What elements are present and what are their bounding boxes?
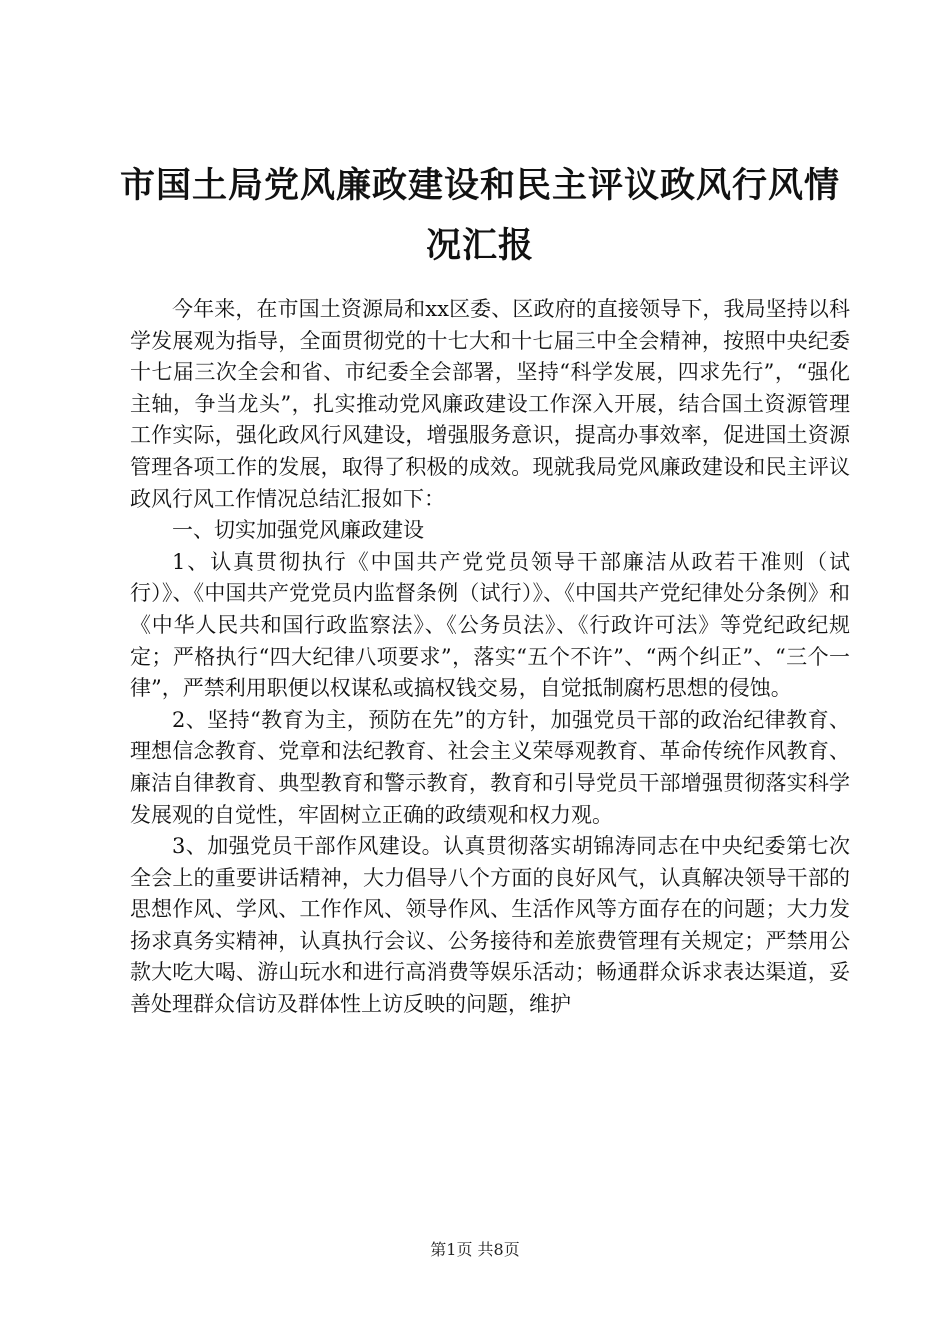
- paragraph-intro: 今年来，在市国土资源局和xx区委、区政府的直接领导下，我局坚持以科学发展观为指导，全面贯彻党的十七大和十七届三中全会精神，按照中央纪委十七届三次全会和省、市纪委全会部署，坚持“科学发展，四求先行”，“强化主轴，争当龙头”，扎实推动党风廉政建设工作深入开展，结合国土资源管理工作实际，强化政风行风建设，增强服务意识，提高办事效率，促进国土资源管理各项工作的发展，取得了积极的成效。现就我局党风廉政建设和民主评议政风行风工作情况总结汇报如下：: [130, 297, 850, 511]
- document-title: 市国土局党风廉政建设和民主评议政风行风情况汇报: [119, 165, 840, 266]
- section-heading-1: 一、切实加强党风廉政建设: [172, 518, 424, 543]
- paragraph-item-1: 1、认真贯彻执行《中国共产党党员领导干部廉洁从政若干准则（试行）》、《中国共产党党员内监督条例（试行）》、《中国共产党纪律处分条例》和《中华人民共和国行政监察法》、《公务员法》、《行政许可法》等党纪政纪规定；严格执行“四大纪律八项要求”，落实“五个不许”、“两个纠正”、“三个一律”，严禁利用职便以权谋私或搞权钱交易，自觉抵制腐朽思想的侵蚀。: [130, 549, 850, 701]
- page-footer: 第1页 共8页: [430, 1240, 520, 1259]
- paragraph-item-3: 3、加强党员干部作风建设。认真贯彻落实胡锦涛同志在中央纪委第七次全会上的重要讲话精神，大力倡导八个方面的良好风气，认真解决领导干部的思想作风、学风、工作作风、领导作风、生活作风等方面存在的问题；大力发扬求真务实精神，认真执行会议、公务接待和差旅费管理有关规定；严禁用公款大吃大喝、游山玩水和进行高消费等娱乐活动；畅通群众诉求表达渠道，妥善处理群众信访及群体性上访反映的问题，维护: [130, 834, 850, 1017]
- document-body: [130, 294, 850, 1021]
- paragraph-item-2: 2、坚持“教育为主，预防在先”的方针，加强党员干部的政治纪律教育、理想信念教育、党章和法纪教育、社会主义荣辱观教育、革命传统作风教育、廉洁自律教育、典型教育和警示教育，教育和引导党员干部增强贯彻落实科学发展观的自觉性，牢固树立正确的政绩观和权力观。: [130, 707, 850, 827]
